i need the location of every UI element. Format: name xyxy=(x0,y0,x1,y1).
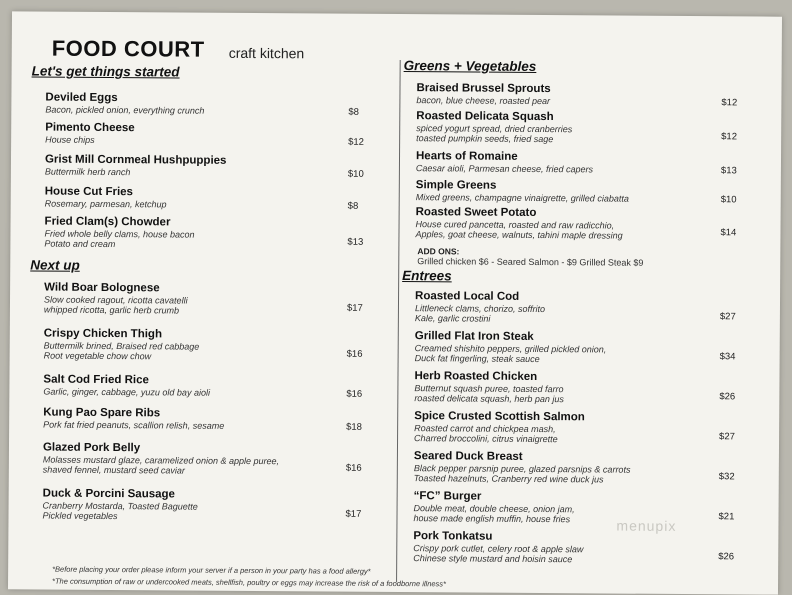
menu-item-name: Wild Boar Bolognese xyxy=(44,281,160,295)
menu-item xyxy=(45,154,227,178)
menu-paper xyxy=(8,11,782,594)
menu-title: FOOD COURT xyxy=(51,35,205,62)
menu-item-description: Buttermilk brined, Braised red cabbage xyxy=(43,340,200,352)
menu-item-description: Mixed greens, champagne vinaigrette, grilled ciabatta xyxy=(415,192,629,204)
menu-item-description: Bacon, pickled onion, everything crunch xyxy=(45,104,205,116)
menu-item-name: Simple Greens xyxy=(415,179,497,192)
menu-item-price: $32 xyxy=(718,471,735,483)
menu-item-description: Buttermilk herb ranch xyxy=(44,166,131,178)
column-divider xyxy=(396,60,401,582)
add-ons xyxy=(417,246,643,268)
menu-item xyxy=(415,290,545,324)
menu-item-description: Cranberry Mostarda, Toasted Baguette xyxy=(42,500,198,512)
menu-item-price: $17 xyxy=(345,508,362,520)
menu-item xyxy=(414,370,564,404)
menu-item-price: $8 xyxy=(347,200,359,212)
menu-item-description: toasted pumpkin seeds, fried sage xyxy=(416,133,554,145)
menu-item-description: Pork fat fried peanuts, scallion relish, sesame xyxy=(43,419,225,431)
menu-item-price: $34 xyxy=(719,351,736,363)
menu-item-description: Molasses mustard glaze, caramelized onion & apple puree, xyxy=(42,454,280,467)
menu-item xyxy=(415,206,622,240)
menu-item-description: Rosemary, parmesan, ketchup xyxy=(44,198,167,210)
menu-subtitle: craft kitchen xyxy=(228,44,305,62)
section-heading-starters: Let's get things started xyxy=(31,63,180,80)
menu-item xyxy=(45,186,167,210)
menu-item-price: $12 xyxy=(721,97,738,109)
menu-item-price: $13 xyxy=(347,236,364,248)
menu-item xyxy=(43,407,224,431)
menu-item-price: $16 xyxy=(345,462,362,474)
section-heading-next-up: Next up xyxy=(30,257,80,273)
menu-item-description: Duck fat fingerling, steak sauce xyxy=(414,353,540,365)
menu-item-price: $8 xyxy=(348,106,359,118)
menu-item-name: Braised Brussel Sprouts xyxy=(416,82,551,96)
menu-item-description: Roasted carrot and chickpea mash, xyxy=(414,423,556,435)
menu-item-description: Slow cooked ragout, ricotta cavatelli xyxy=(43,294,188,306)
menu-item xyxy=(44,328,200,362)
menu-item xyxy=(45,122,135,146)
menu-item xyxy=(44,282,188,316)
menu-item-description: Potato and cream xyxy=(44,238,116,250)
menu-item-price: $17 xyxy=(346,302,363,314)
menu-item-price: $12 xyxy=(721,131,738,143)
menu-item xyxy=(416,110,572,144)
watermark: menupix xyxy=(616,517,677,534)
menu-item-name: Salt Cod Fried Rice xyxy=(43,373,149,387)
menu-item-name: Deviled Eggs xyxy=(45,91,118,105)
menu-item xyxy=(414,410,585,444)
menu-item-description: Apples, goat cheese, walnuts, tahini maple dressing xyxy=(415,229,623,241)
menu-item-name: Roasted Sweet Potato xyxy=(415,206,537,219)
menu-item-description: Fried whole belly clams, house bacon xyxy=(44,228,195,240)
menu-item-description: house made english muffin, house fries xyxy=(413,513,571,525)
menu-item-description: Crispy pork cutlet, celery root & apple slaw xyxy=(413,543,584,555)
menu-item-description: Caesar aioli, Parmesan cheese, fried capers xyxy=(415,163,594,175)
menu-item-description: Butternut squash puree, toasted farro xyxy=(414,383,564,395)
menu-item-description: bacon, blue cheese, roasted pear xyxy=(416,95,551,107)
menu-item-description: Creamed shishito peppers, grilled pickled onion, xyxy=(414,343,607,355)
menu-item-name: Glazed Pork Belly xyxy=(42,441,141,455)
menu-item-description: whipped ricotta, garlic herb crumb xyxy=(43,304,180,316)
menu-item-price: $27 xyxy=(719,431,735,443)
menu-item-description: Root vegetable chow chow xyxy=(43,350,152,362)
menu-item-name: Crispy Chicken Thigh xyxy=(43,327,163,341)
menu-item xyxy=(45,92,204,116)
menu-item-name: Kung Pao Spare Ribs xyxy=(43,406,161,420)
menu-item-description: Double meat, double cheese, onion jam, xyxy=(413,503,575,515)
menu-item xyxy=(42,488,197,522)
menu-item xyxy=(415,330,607,364)
menu-item-price: $14 xyxy=(720,227,737,239)
menu-item-description: Kale, garlic crostini xyxy=(414,313,491,324)
menu-item-description: Littleneck clams, chorizo, soffrito xyxy=(414,303,546,315)
menu-item-description: Chinese style mustard and hoisin sauce xyxy=(413,553,573,565)
menu-item-name: Duck & Porcini Sausage xyxy=(42,487,175,501)
menu-item xyxy=(416,150,593,174)
menu-item-description: Garlic, ginger, cabbage, yuzu old bay aioli xyxy=(43,386,211,398)
menu-item-name: Pimento Cheese xyxy=(45,121,135,135)
menu-item-name: Pork Tonkatsu xyxy=(413,530,493,543)
menu-item-description: Black pepper parsnip puree, glazed parsnips & carrots xyxy=(413,463,631,475)
menu-item-description: House cured pancetta, roasted and raw radicchio, xyxy=(415,219,615,231)
menu-item-price: $18 xyxy=(346,421,363,433)
menu-item-description: Toasted hazelnuts, Cranberry red wine duck jus xyxy=(413,473,604,485)
menu-item-price: $21 xyxy=(718,511,735,523)
section-heading-greens: Greens + Vegetables xyxy=(403,58,537,74)
menu-item-name: Fried Clam(s) Chowder xyxy=(44,215,171,229)
menu-item-description: House chips xyxy=(45,134,95,145)
menu-item-price: $10 xyxy=(347,168,364,180)
menu-item-name: Grist Mill Cornmeal Hushpuppies xyxy=(44,153,227,167)
menu-item-price: $12 xyxy=(348,136,365,148)
menu-item-price: $26 xyxy=(719,391,736,403)
menu-item xyxy=(416,179,629,203)
foodborne-notice: *The consumption of raw or undercooked meats, shellfish, poultry or eggs may increase the risk of a foodborne illness* xyxy=(52,576,447,589)
menu-item xyxy=(413,490,574,524)
menu-item-name: Roasted Delicata Squash xyxy=(416,110,554,124)
menu-item xyxy=(414,450,631,485)
menu-item-price: $13 xyxy=(720,165,737,177)
menu-item-name: Herb Roasted Chicken xyxy=(414,370,538,383)
menu-item-name: Spice Crusted Scottish Salmon xyxy=(414,410,585,424)
menu-item-price: $27 xyxy=(719,311,736,323)
menu-item xyxy=(413,530,583,564)
menu-item xyxy=(43,442,279,477)
menu-item-description: Pickled vegetables xyxy=(42,510,118,522)
menu-item-name: Hearts of Romaine xyxy=(415,150,518,163)
menu-item-description: shaved fennel, mustard seed caviar xyxy=(42,464,185,476)
menu-item-name: “FC” Burger xyxy=(413,490,482,503)
menu-item-description: spiced yogurt spread, dried cranberries xyxy=(416,123,573,135)
menu-item xyxy=(416,82,550,106)
menu-item-name: Roasted Local Cod xyxy=(415,290,520,303)
menu-item-price: $10 xyxy=(720,194,737,206)
menu-item-name: Grilled Flat Iron Steak xyxy=(414,330,534,343)
menu-item xyxy=(43,374,210,398)
add-ons-text: Grilled chicken $6 - Seared Salmon - $9 Grilled Steak $9 xyxy=(417,256,644,268)
menu-item-name: House Cut Fries xyxy=(44,185,133,199)
add-ons-label: ADD ONS: xyxy=(417,246,460,257)
allergy-notice: *Before placing your order please inform your server if a person in your party has a food allergy* xyxy=(52,564,371,576)
menu-item-name: Seared Duck Breast xyxy=(413,450,523,463)
menu-item xyxy=(44,216,194,250)
menu-item-description: Charred broccolini, citrus vinaigrette xyxy=(414,433,558,445)
menu-item-price: $16 xyxy=(346,388,363,400)
menu-item-description: roasted delicata squash, herb pan jus xyxy=(414,393,564,405)
menu-item-price: $16 xyxy=(346,348,363,360)
section-heading-entrees: Entrees xyxy=(402,268,452,284)
menu-item-price: $26 xyxy=(718,551,735,563)
